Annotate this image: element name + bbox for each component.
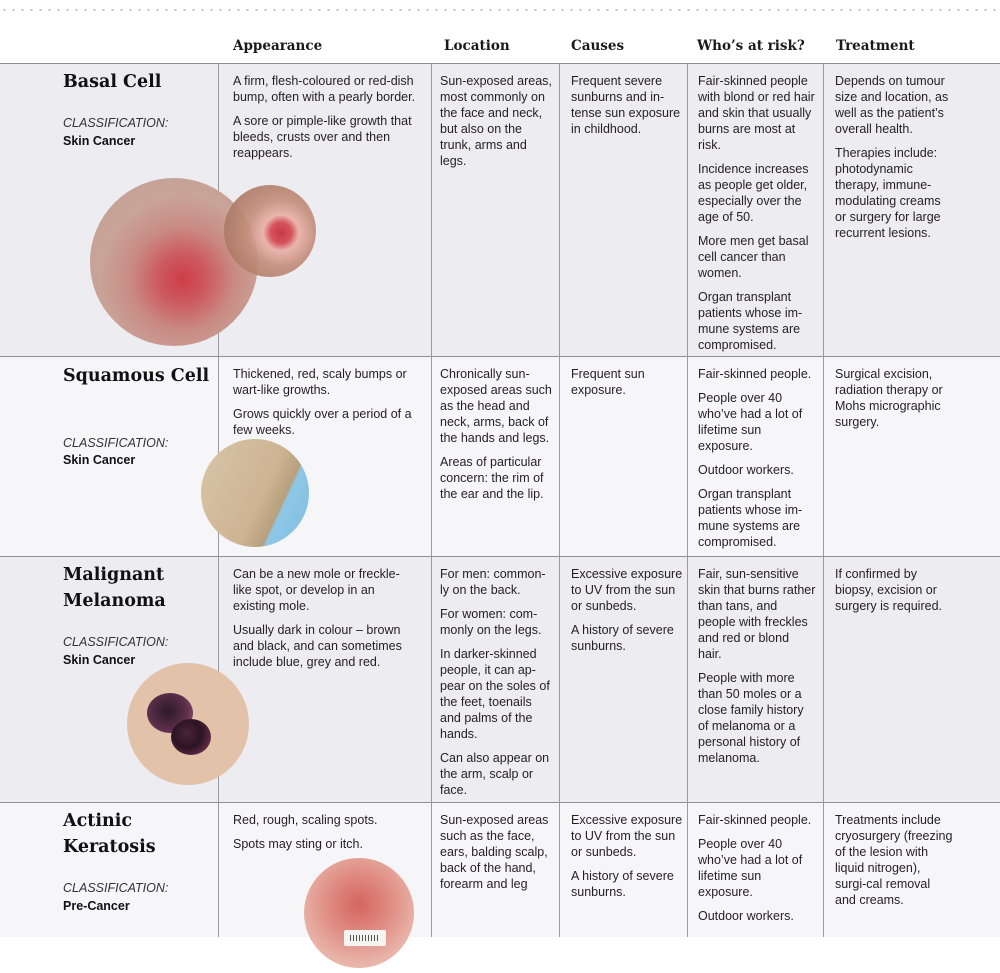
cell-text: Depends on tumour size and location, as well as the patient’s overall health. bbox=[835, 74, 949, 136]
risk-cell bbox=[698, 566, 816, 774]
treatment-cell bbox=[835, 366, 953, 438]
cell-text: Red, rough, scaling spots. bbox=[233, 813, 378, 827]
header-appearance: Appearance bbox=[233, 38, 323, 54]
cell-text: Excessive exposure to UV from the sun or sunbeds. bbox=[571, 567, 683, 613]
risk-cell bbox=[698, 812, 816, 932]
classification-value: Pre-Cancer bbox=[63, 899, 130, 913]
condition-name: Actinic Keratosis bbox=[63, 811, 156, 857]
cell-text: For men: common-ly on the back. bbox=[440, 567, 546, 597]
cell-text: Fair, sun-sensitive skin that burns rather than tans, and people with freckles and red or blond hair. bbox=[698, 567, 816, 661]
melanoma-photo bbox=[127, 663, 249, 785]
condition-name: Squamous Cell bbox=[63, 366, 210, 386]
cell-text: In darker-skinned people, it can ap-pear on the soles of the feet, toenails and palms of the hands. bbox=[440, 647, 550, 741]
causes-cell bbox=[571, 366, 683, 406]
cell-text: Organ transplant patients whose im-mune systems are compromised. bbox=[698, 487, 803, 549]
cell-text: A firm, flesh-coloured or red-dish bump, often with a pearly border. bbox=[233, 74, 416, 104]
cell-text: Frequent sun exposure. bbox=[571, 367, 645, 397]
appearance-cell bbox=[233, 366, 418, 446]
header-causes: Causes bbox=[571, 38, 625, 54]
cell-text: A sore or pimple-like growth that bleeds, crusts over and then reappears. bbox=[233, 114, 412, 160]
actinic-keratosis-photo bbox=[304, 858, 414, 968]
appearance-cell bbox=[233, 566, 418, 678]
column-divider bbox=[823, 64, 824, 937]
causes-cell bbox=[571, 73, 683, 145]
appearance-cell bbox=[233, 812, 418, 860]
cell-text: For women: com-monly on the legs. bbox=[440, 607, 542, 637]
column-divider bbox=[559, 64, 560, 937]
cell-text: People with more than 50 moles or a close family history of melanoma or a personal history of melanoma. bbox=[698, 671, 804, 765]
causes-cell bbox=[571, 566, 683, 662]
header-treatment: Treatment bbox=[836, 38, 915, 54]
ruler-label-shape bbox=[344, 930, 386, 946]
row-divider bbox=[0, 556, 1000, 557]
appearance-cell bbox=[233, 73, 418, 169]
squamous-cell-photo bbox=[201, 439, 309, 547]
cell-text: Incidence increases as people get older, especially over the age of 50. bbox=[698, 162, 809, 224]
cell-text: Outdoor workers. bbox=[698, 463, 794, 477]
classification-label: CLASSIFICATION: bbox=[63, 635, 169, 649]
classification-label: CLASSIFICATION: bbox=[63, 881, 169, 895]
cell-text: Fair-skinned people. bbox=[698, 367, 812, 381]
cell-text: Can be a new mole or freckle-like spot, or develop in an existing mole. bbox=[233, 567, 400, 613]
cell-text: Outdoor workers. bbox=[698, 909, 794, 923]
classification-value: Skin Cancer bbox=[63, 134, 136, 148]
column-divider bbox=[687, 64, 688, 937]
treatment-cell bbox=[835, 812, 953, 916]
cell-text: Thickened, red, scaly bumps or wart-like growths. bbox=[233, 367, 407, 397]
treatment-cell bbox=[835, 73, 953, 249]
location-cell bbox=[440, 366, 552, 510]
cell-text: A history of severe sunburns. bbox=[571, 869, 674, 899]
header-location: Location bbox=[444, 38, 510, 54]
cell-text: A history of severe sunburns. bbox=[571, 623, 674, 653]
condition-name: Basal Cell bbox=[63, 72, 162, 92]
cell-text: People over 40 who’ve had a lot of lifetime sun exposure. bbox=[698, 837, 803, 899]
cell-text: Excessive exposure to UV from the sun or sunbeds. bbox=[571, 813, 683, 859]
cell-text: Treatments include cryosurgery (freezing of the lesion with liquid nitrogen), surgi-cal removal and creams. bbox=[835, 813, 953, 907]
cell-text: Surgical excision, radiation therapy or Mohs micrographic surgery. bbox=[835, 367, 943, 429]
cell-text: More men get basal cell cancer than women. bbox=[698, 234, 809, 280]
location-cell bbox=[440, 73, 552, 177]
cell-text: Can also appear on the arm, scalp or face. bbox=[440, 751, 550, 797]
treatment-cell bbox=[835, 566, 953, 622]
dotted-top-rule bbox=[0, 9, 1000, 11]
cell-text: Organ transplant patients whose im-mune systems are compromised. bbox=[698, 290, 803, 352]
cell-text: Fair-skinned people. bbox=[698, 813, 812, 827]
cell-text: Therapies include: photodynamic therapy, immune-modulating creams or surgery for large recurrent lesions. bbox=[835, 146, 941, 240]
cell-text: People over 40 who’ve had a lot of lifetime sun exposure. bbox=[698, 391, 803, 453]
classification-value: Skin Cancer bbox=[63, 653, 136, 667]
cell-text: Areas of particular concern: the rim of the ear and the lip. bbox=[440, 455, 544, 501]
classification-label: CLASSIFICATION: bbox=[63, 436, 169, 450]
cell-text: Sun-exposed areas, most commonly on the face and neck, but also on the trunk, arms and legs. bbox=[440, 74, 552, 168]
cell-text: Sun-exposed areas such as the face, ears, balding scalp, back of the hand, forearm and leg bbox=[440, 813, 549, 891]
cell-text: Grows quickly over a period of a few weeks. bbox=[233, 407, 412, 437]
cell-text: Frequent severe sunburns and in-tense sun exposure in childhood. bbox=[571, 74, 681, 136]
basal-cell-zoom-photo bbox=[224, 185, 316, 277]
risk-cell bbox=[698, 366, 816, 558]
condition-name: Malignant Melanoma bbox=[63, 565, 166, 611]
header-risk: Who’s at risk? bbox=[697, 38, 805, 54]
cell-text: Usually dark in colour – brown and black, and can sometimes include blue, grey and red. bbox=[233, 623, 402, 669]
row-divider bbox=[0, 356, 1000, 357]
cell-text: Chronically sun-exposed areas such as the head and neck, arms, back of the hands and legs. bbox=[440, 367, 552, 445]
cell-text: If confirmed by biopsy, excision or surgery is required. bbox=[835, 567, 942, 613]
classification-value: Skin Cancer bbox=[63, 453, 136, 467]
location-cell bbox=[440, 812, 552, 900]
location-cell bbox=[440, 566, 552, 806]
causes-cell bbox=[571, 812, 683, 908]
cell-text: Fair-skinned people with blond or red hair and skin that usually burns are most at risk. bbox=[698, 74, 815, 152]
cell-text: Spots may sting or itch. bbox=[233, 837, 363, 851]
classification-label: CLASSIFICATION: bbox=[63, 116, 169, 130]
risk-cell bbox=[698, 73, 816, 361]
row-divider bbox=[0, 63, 1000, 64]
column-divider bbox=[431, 64, 432, 937]
